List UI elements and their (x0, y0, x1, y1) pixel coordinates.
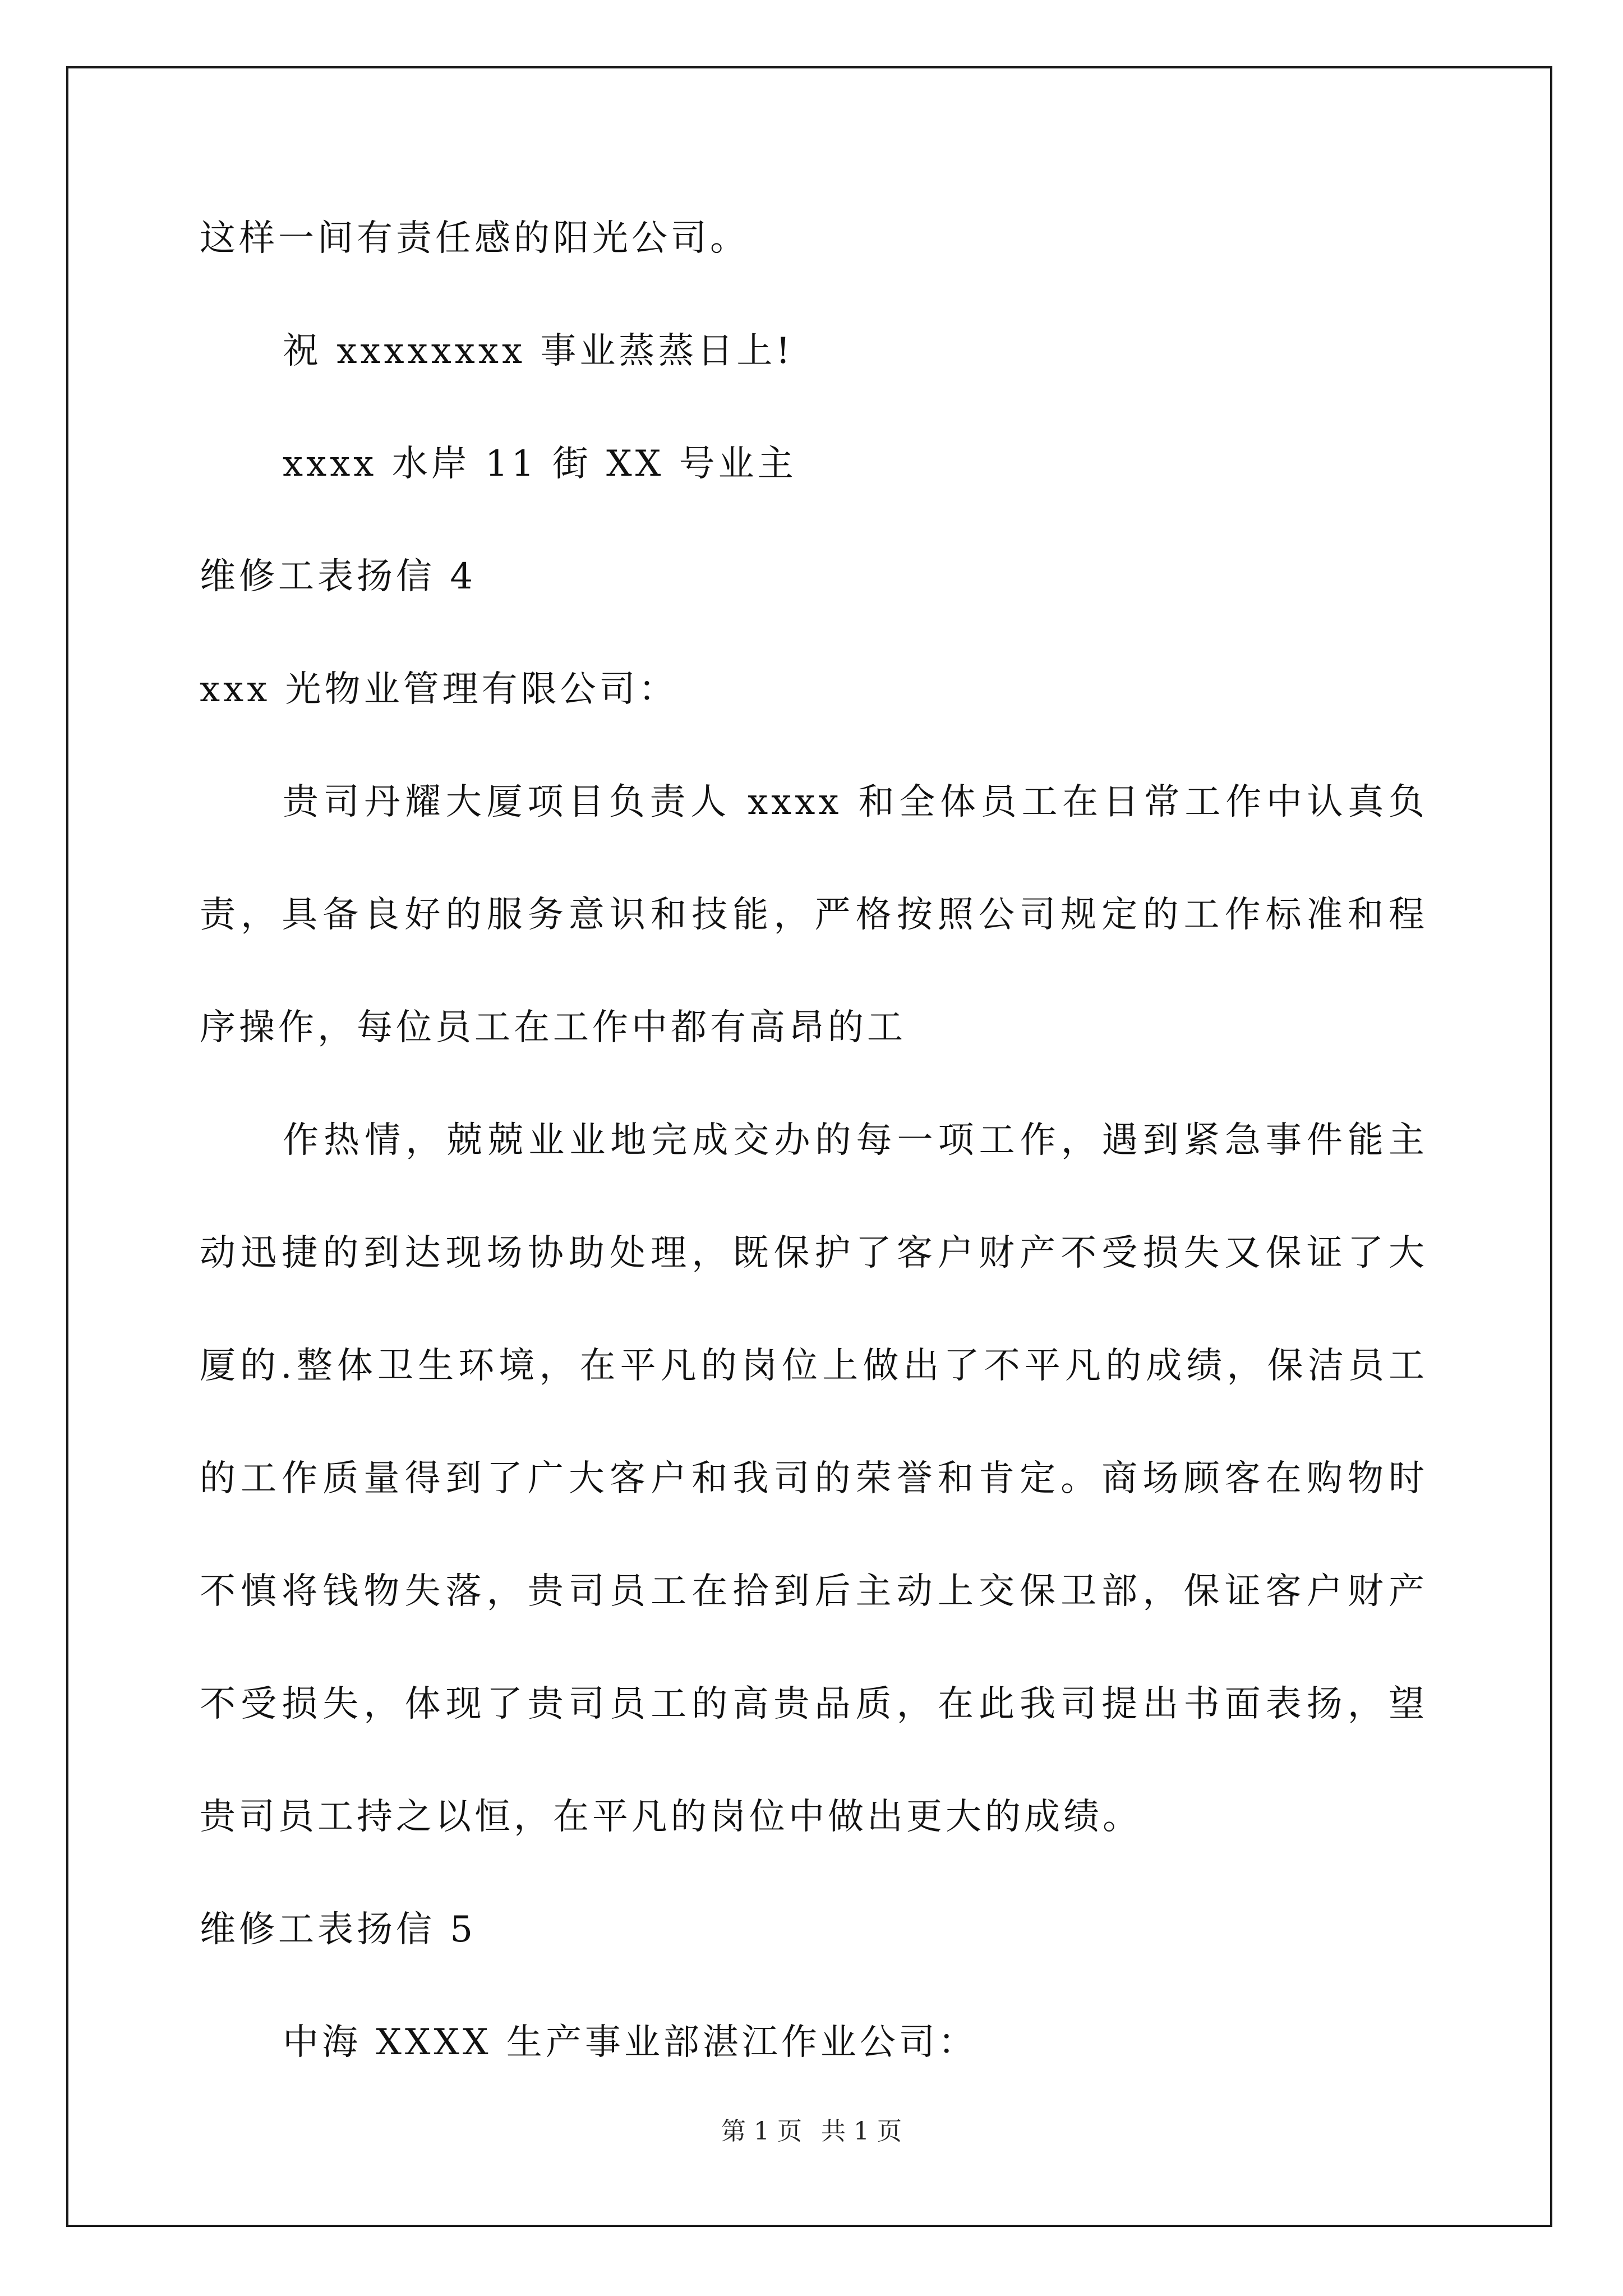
paragraph-text: 厦的.整体卫生环境，在平凡的岗位上做出了不平凡的成绩，保洁员工 (200, 1345, 1428, 1387)
document-body (200, 213, 1428, 2068)
greeting-line: 祝 xxxxxxxx 事业蒸蒸日上! (283, 330, 794, 372)
paragraph-text: 的工作质量得到了广大客户和我司的荣誉和肯定。商场顾客在购物时 (200, 1458, 1428, 1499)
paragraph-line (200, 1453, 1428, 1504)
paragraph-line (200, 777, 1428, 827)
salutation-line: 中海 XXXX 生产事业部湛江作业公司： (283, 2022, 978, 2063)
paragraph-line (200, 1679, 1428, 1729)
section-heading: 维修工表扬信 5 (200, 1909, 477, 1950)
paragraph-line (200, 1341, 1428, 1391)
paragraph-text: 贵司丹耀大厦项目负责人 xxxx 和全体员工在日常工作中认真负 (283, 781, 1428, 823)
paragraph-text: 动迅捷的到达现场协助处理，既保护了客户财产不受损失又保证了大 (200, 1232, 1428, 1274)
paragraph-line: 序操作，每位员工在工作中都有高昂的工 (200, 1007, 906, 1048)
paragraph-text: 责，具备良好的服务意识和技能，严格按照公司规定的工作标准和程 (200, 894, 1428, 936)
salutation-line: xxx 光物业管理有限公司： (200, 669, 678, 710)
paragraph-line: 贵司员工持之以恒，在平凡的岗位中做出更大的成绩。 (200, 1796, 1142, 1838)
page-number: 第 1 页 (721, 2117, 802, 2146)
paragraph-line (200, 890, 1428, 940)
paragraph-text: 作热情，兢兢业业地完成交办的每一项工作，遇到紧急事件能主 (283, 1120, 1428, 1161)
signature-line: xxxx 水岸 11 街 XX 号业主 (283, 443, 797, 485)
paragraph-line (200, 1228, 1428, 1278)
paragraph-line (200, 1115, 1428, 1166)
page-footer (0, 2115, 1623, 2148)
text-line: 这样一间有责任感的阳光公司。 (200, 218, 749, 259)
page-total: 共 1 页 (821, 2117, 902, 2146)
paragraph-line (200, 1566, 1428, 1617)
paragraph-text: 不慎将钱物失落，贵司员工在拾到后主动上交保卫部，保证客户财产 (200, 1571, 1428, 1612)
paragraph-text: 不受损失，体现了贵司员工的高贵品质，在此我司提出书面表扬，望 (200, 1683, 1428, 1725)
section-heading: 维修工表扬信 4 (200, 556, 477, 597)
